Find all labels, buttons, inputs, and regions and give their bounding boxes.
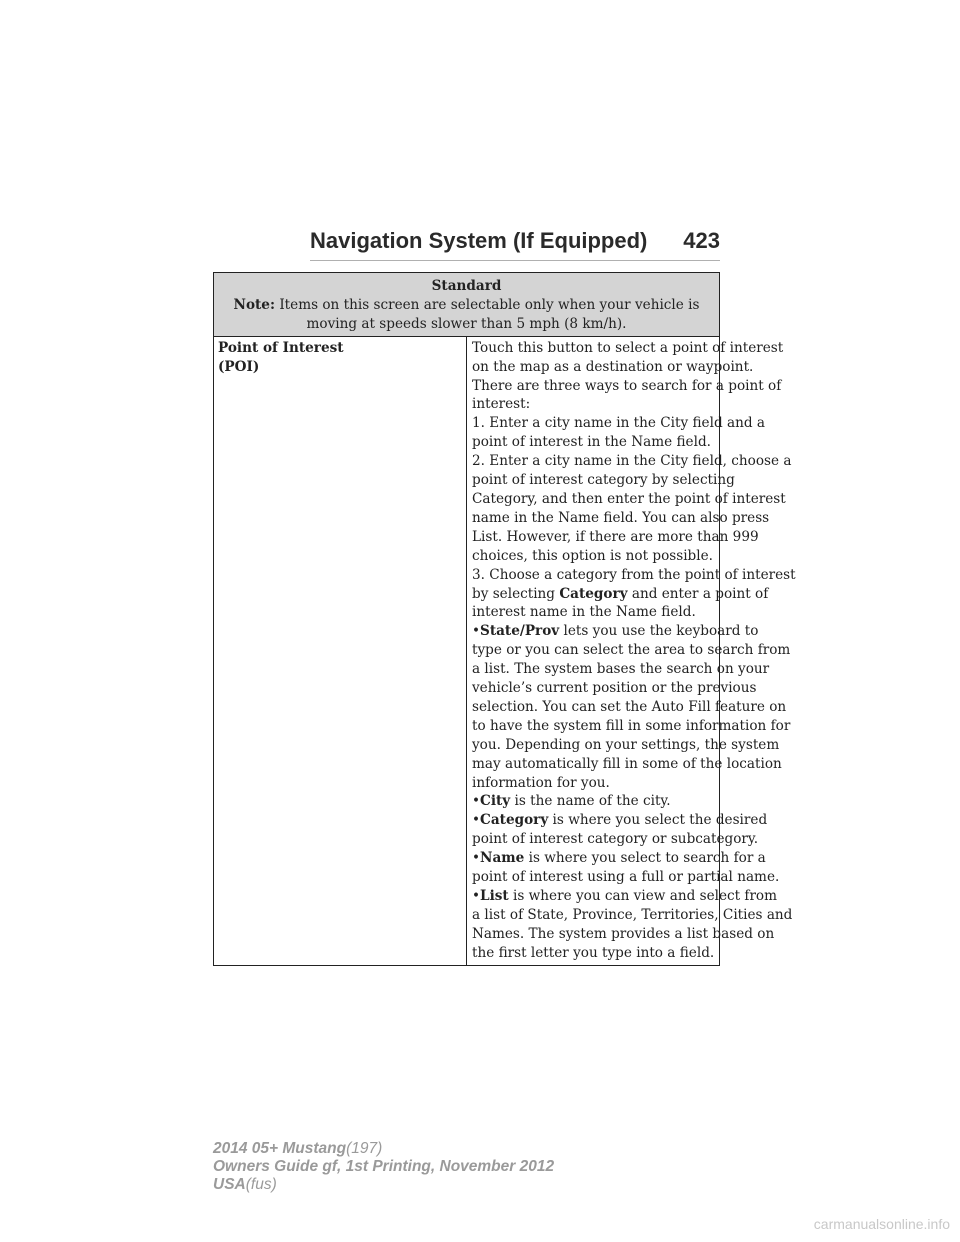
intro-line: 1. Enter a city name in the City field and a — [472, 415, 765, 432]
watermark: carmanualsonline.info — [813, 1216, 950, 1232]
bullet-dot-icon: • — [472, 623, 481, 640]
page-footer — [213, 1140, 554, 1194]
note-text-line: moving at speeds slower than 5 mph (8 km/h). — [306, 315, 627, 332]
footer-model: 2014 05+ Mustang — [213, 1140, 347, 1157]
bullet-item — [472, 622, 759, 641]
bullet-item — [472, 811, 768, 830]
row-label-cell — [214, 336, 467, 965]
bullet-text: is where you can view and select from — [508, 888, 778, 904]
bullet-term: List — [480, 888, 509, 904]
row-body-cell — [467, 336, 796, 965]
bullet-text: lets you use the keyboard to — [559, 623, 759, 640]
bullet-text-line: point of interest category or subcategory. — [472, 831, 759, 848]
bullet-dot-icon: • — [472, 793, 481, 810]
info-table — [213, 272, 796, 966]
intro-text — [472, 339, 796, 585]
table-header-title: Standard — [431, 278, 502, 294]
table-header-row — [214, 273, 720, 337]
bullet-text-line: information for you. — [472, 774, 610, 791]
intro-line: name in the Name field. You can also press — [472, 509, 770, 526]
bullet-text-line: type or you can select the area to search from — [472, 642, 791, 659]
category-term: Category — [559, 585, 628, 602]
bullet-text-line: a list of State, Province, Territories, Cities and — [472, 906, 793, 923]
bullet-dot-icon: • — [472, 812, 481, 829]
step3-end-line: interest name in the Name field. — [472, 604, 696, 621]
intro-line: choices, this option is not possible. — [472, 547, 713, 564]
table-header-cell — [214, 273, 720, 337]
table-row — [214, 336, 720, 965]
bullet-text: is where you select the desired — [548, 812, 768, 829]
bullet-text-line: vehicle’s current position or the previous — [472, 680, 757, 697]
bullet-dot-icon: • — [472, 850, 481, 867]
section-title: Navigation System (If Equipped) — [310, 228, 648, 253]
footer-market: USA — [213, 1176, 246, 1193]
intro-line: There are three ways to search for a point of — [472, 377, 782, 394]
intro-line: on the map as a destination or waypoint. — [472, 358, 754, 375]
footer-printing: Owners Guide gf, 1st Printing, November 2012 — [213, 1158, 555, 1175]
bullet-text-line: the first letter you type into a field. — [472, 944, 715, 961]
intro-line: 2. Enter a city name in the City field, choose a — [472, 453, 792, 470]
bullet-text: is the name of the city. — [510, 793, 671, 810]
intro-line: 3. Choose a category from the point of interest — [472, 566, 796, 583]
bullet-text-line: a list. The system bases the search on your — [472, 661, 770, 678]
page-header — [310, 224, 720, 261]
step3-line: by selecting Category and enter a point of — [472, 585, 769, 602]
bullet-term: State/Prov — [480, 623, 560, 640]
bullet-dot-icon: • — [472, 888, 481, 904]
bullet-term: City — [480, 793, 511, 810]
footer-market-code: (fus) — [245, 1176, 277, 1193]
page-number: 423 — [683, 228, 720, 253]
note-label: Note: — [233, 296, 275, 313]
bullet-text: is where you select to search for a — [524, 850, 766, 867]
row-label-line: Point of Interest — [218, 339, 344, 356]
intro-line: point of interest in the Name field. — [472, 434, 711, 451]
bullet-text-line: may automatically fill in some of the location — [472, 755, 782, 772]
bullet-item — [472, 887, 778, 906]
intro-line: point of interest category by selecting — [472, 472, 735, 489]
intro-line: Touch this button to select a point of interest — [472, 339, 784, 356]
bullet-text-line: Names. The system provides a list based on — [472, 925, 775, 942]
note-text-line: Items on this screen are selectable only when your vehicle is — [279, 296, 700, 313]
bullet-text-line: you. Depending on your settings, the system — [472, 736, 780, 753]
bullet-text-line: point of interest using a full or partial name. — [472, 869, 780, 886]
bullet-text-line: to have the system fill in some information for — [472, 717, 791, 734]
intro-line: Category, and then enter the point of interest — [472, 490, 786, 507]
row-label-line: (POI) — [218, 358, 260, 375]
intro-line: List. However, if there are more than 999 — [472, 528, 759, 545]
bullet-item — [472, 792, 715, 811]
footer-model-code: (197) — [346, 1140, 383, 1157]
bullet-list — [472, 622, 793, 962]
bullet-term: Name — [480, 850, 525, 867]
bullet-term: Category — [480, 812, 549, 829]
intro-line: interest: — [472, 396, 531, 413]
bullet-text-line: selection. You can set the Auto Fill feature on — [472, 698, 787, 715]
bullet-item — [472, 849, 766, 868]
